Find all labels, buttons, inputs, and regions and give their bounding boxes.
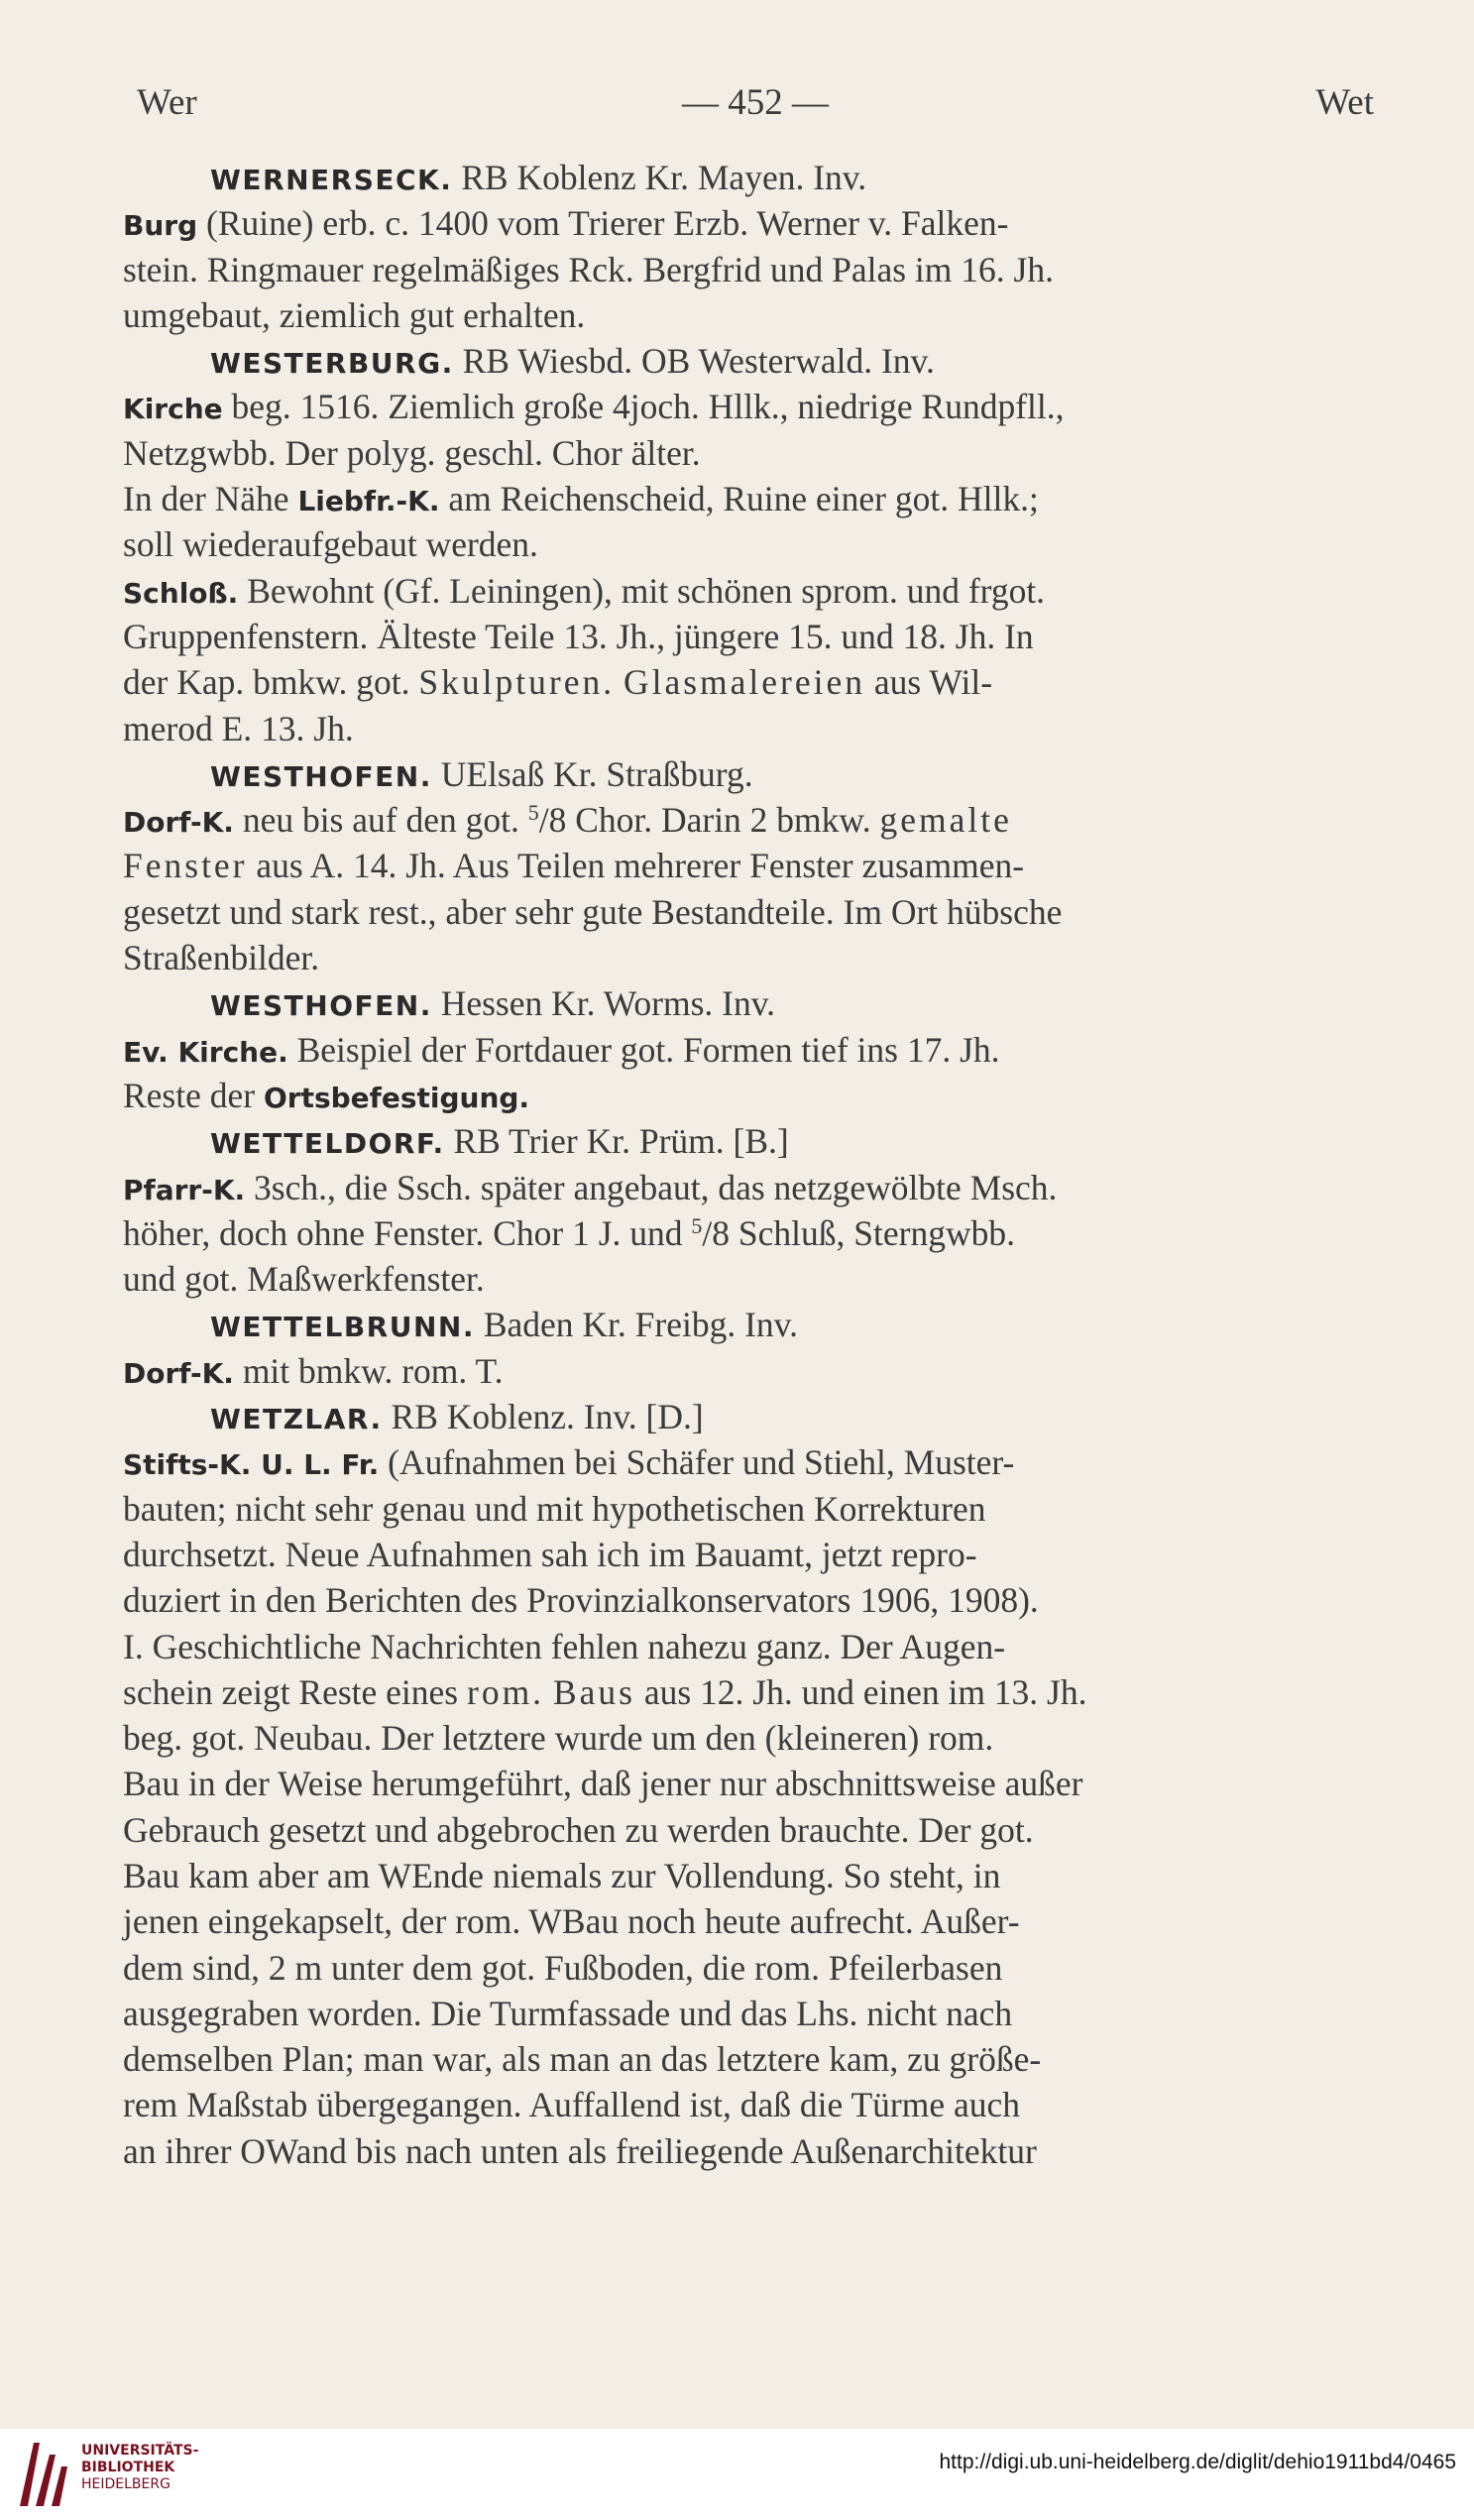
entry-heading-line bbox=[123, 1394, 1374, 1439]
text-span: aus 12. Jh. und einen im 13. Jh. bbox=[634, 1671, 1087, 1712]
permalink-url[interactable]: http://digi.ub.uni-heidelberg.de/diglit/dehio1911bd4/0465 bbox=[939, 2451, 1456, 2473]
text-line bbox=[123, 1669, 1374, 1715]
text-span: (Aufnahmen bei Schäfer und Stiehl, Muster- bbox=[379, 1442, 1015, 1483]
text-line bbox=[123, 1439, 1374, 1485]
text-line: Gruppenfenstern. Älteste Teile 13. Jh., jüngere 15. und 18. Jh. In bbox=[123, 616, 1034, 656]
text-span: (Ruine) erb. c. 1400 vom Trierer Erzb. Werner v. Falken- bbox=[197, 203, 1009, 244]
entry-heading-line bbox=[123, 980, 1374, 1026]
page-number: — 452 — bbox=[682, 82, 829, 123]
text-line bbox=[123, 843, 1374, 888]
library-logo-icon bbox=[14, 2437, 69, 2512]
text-span: mit bmkw. rom. T. bbox=[233, 1350, 504, 1391]
text-line bbox=[123, 476, 1374, 521]
entry-heading-line bbox=[123, 751, 1374, 797]
logo-line: UNIVERSITÄTS- bbox=[81, 2443, 199, 2459]
logo-line: BIBLIOTHEK bbox=[81, 2460, 175, 2475]
text-line: I. Geschichtliche Nachrichten fehlen nahezu ganz. Der Augen- bbox=[123, 1626, 1006, 1666]
spaced-term: Skulpturen. bbox=[418, 662, 616, 703]
text-span bbox=[544, 1672, 553, 1712]
text-span: neu bis auf den got. bbox=[233, 800, 528, 841]
text-line: durchsetzt. Neue Aufnahmen sah ich im Bauamt, jetzt repro- bbox=[123, 1534, 977, 1574]
text-span: beg. 1516. Ziemlich große 4joch. Hllk., niedrige Rundpfll., bbox=[222, 387, 1065, 427]
text-line: merod E. 13. Jh. bbox=[123, 708, 354, 748]
spaced-term: rom. bbox=[467, 1671, 545, 1712]
entry-heading: WETTELBRUNN. bbox=[210, 1311, 475, 1344]
logo-line: HEIDELBERG bbox=[81, 2476, 170, 2492]
text-span: In der Nähe bbox=[123, 479, 298, 519]
text-line bbox=[123, 797, 1374, 843]
building-term: Liebfr.-K. bbox=[297, 485, 440, 518]
entry-heading-line bbox=[123, 1302, 1374, 1347]
text-line: und got. Maßwerkfenster. bbox=[123, 1259, 485, 1300]
text-span: aus A. 14. Jh. Aus Teilen mehrerer Fenster zusammen- bbox=[247, 846, 1025, 886]
text-line bbox=[123, 1210, 1374, 1256]
spaced-term: Glasmalereien bbox=[623, 662, 865, 703]
text-line: dem sind, 2 m unter dem got. Fußboden, die rom. Pfeilerbasen bbox=[123, 1947, 1003, 1988]
entry-heading: WETZLAR. bbox=[210, 1403, 383, 1436]
text-span: schein zeigt Reste eines bbox=[123, 1671, 467, 1712]
header-right-catchword: Wet bbox=[1315, 82, 1374, 123]
entry-heading-line bbox=[123, 338, 1374, 384]
entry-heading: WETTELDORF. bbox=[210, 1127, 445, 1161]
entry-heading: WESTHOFEN. bbox=[210, 989, 432, 1023]
text-span: RB Trier Kr. Prüm. [B.] bbox=[444, 1121, 789, 1162]
text-line: rem Maßstab übergegangen. Auffallend ist, daß die Türme auch bbox=[123, 2085, 1020, 2125]
running-header bbox=[137, 81, 1374, 131]
text-line bbox=[123, 1165, 1374, 1210]
building-term: Dorf-K. bbox=[123, 1356, 234, 1390]
building-term: Dorf-K. bbox=[123, 806, 234, 840]
text-span: Bewohnt (Gf. Leiningen), mit schönen sprom. und frgot. bbox=[238, 570, 1046, 611]
spaced-term: Fenster bbox=[123, 846, 248, 886]
entry-heading: WERNERSECK. bbox=[210, 164, 453, 196]
text-line: demselben Plan; man war, als man an das letztere kam, zu größe- bbox=[123, 2039, 1042, 2080]
library-logo-text bbox=[81, 2443, 198, 2493]
text-line: Netzgwbb. Der polyg. geschl. Chor älter. bbox=[123, 432, 701, 473]
text-line: umgebaut, ziemlich gut erhalten. bbox=[123, 294, 586, 335]
text-line: gesetzt und stark rest., aber sehr gute Bestandteile. Im Ort hübsche bbox=[123, 891, 1063, 932]
building-term: Pfarr-K. bbox=[123, 1173, 246, 1206]
text-line: Straßenbilder. bbox=[123, 938, 320, 978]
text-line: soll wiederaufgebaut werden. bbox=[123, 524, 538, 565]
entry-heading-line bbox=[123, 155, 1374, 200]
fraction-numerator: 5 bbox=[527, 800, 539, 826]
text-line bbox=[123, 1027, 1374, 1073]
text-line: an ihrer OWand bis nach unten als freiliegende Außenarchitektur bbox=[123, 2130, 1037, 2171]
text-line: bauten; nicht sehr genau und mit hypothetischen Korrekturen bbox=[123, 1488, 986, 1529]
text-span: der Kap. bmkw. got. bbox=[123, 662, 419, 703]
text-line: Gebrauch gesetzt und abgebrochen zu werden brauchte. Der got. bbox=[123, 1809, 1034, 1850]
text-line: stein. Ringmauer regelmäßiges Rck. Bergfrid und Palas im 16. Jh. bbox=[123, 249, 1054, 289]
page-body bbox=[123, 155, 1374, 2174]
building-term: Stifts-K. U. L. Fr. bbox=[123, 1448, 380, 1482]
entry-heading: WESTERBURG. bbox=[210, 347, 454, 381]
text-span: Beispiel der Fortdauer got. Formen tief ins 17. Jh. bbox=[287, 1029, 1000, 1070]
text-span: Baden Kr. Freibg. Inv. bbox=[474, 1305, 798, 1345]
text-span: aus Wil- bbox=[864, 662, 993, 703]
fraction-numerator: 5 bbox=[691, 1212, 703, 1238]
building-term: Ortsbefestigung. bbox=[263, 1081, 530, 1114]
text-line bbox=[123, 568, 1374, 614]
text-span: 3sch., die Ssch. später angebaut, das netzgewölbte Msch. bbox=[245, 1167, 1058, 1207]
building-term: Ev. Kirche. bbox=[123, 1035, 288, 1069]
text-line: ausgegraben worden. Die Turmfassade und das Lhs. nicht nach bbox=[123, 1993, 1013, 2033]
text-span: /8 Chor. Darin 2 bmkw. bbox=[538, 800, 880, 841]
text-line bbox=[123, 384, 1374, 429]
text-line bbox=[123, 1073, 1374, 1118]
text-line: duziert in den Berichten des Provinzialkonservators 1906, 1908). bbox=[123, 1580, 1039, 1621]
entry-heading-line bbox=[123, 1118, 1374, 1164]
text-line: Bau in der Weise herumgeführt, daß jener nur abschnittsweise außer bbox=[123, 1764, 1083, 1804]
text-line: jenen eingekapselt, der rom. WBau noch heute aufrecht. Außer- bbox=[123, 1901, 1020, 1942]
text-span: am Reichenscheid, Ruine einer got. Hllk.; bbox=[439, 479, 1039, 519]
spaced-term: Baus bbox=[552, 1671, 635, 1712]
building-term: Burg bbox=[123, 209, 198, 243]
text-line bbox=[123, 659, 1374, 705]
text-span: Reste der bbox=[123, 1075, 264, 1115]
text-line bbox=[123, 200, 1374, 246]
entry-heading: WESTHOFEN. bbox=[210, 759, 432, 793]
text-line bbox=[123, 1348, 1374, 1394]
text-line: beg. got. Neubau. Der letztere wurde um den (kleineren) rom. bbox=[123, 1718, 994, 1759]
building-term: Schloß. bbox=[123, 576, 239, 610]
spaced-term: gemalte bbox=[879, 800, 1012, 841]
text-span: Hessen Kr. Worms. Inv. bbox=[431, 983, 776, 1024]
header-left-catchword: Wer bbox=[137, 82, 197, 123]
text-span: /8 Schluß, Sterngwbb. bbox=[702, 1212, 1015, 1253]
text-span: RB Koblenz Kr. Mayen. Inv. bbox=[452, 158, 867, 197]
building-term: Kirche bbox=[123, 393, 223, 426]
text-line: Bau kam aber am WEnde niemals zur Vollendung. So steht, in bbox=[123, 1855, 1001, 1895]
text-span bbox=[615, 662, 624, 702]
text-span: UElsaß Kr. Straßburg. bbox=[431, 753, 753, 794]
text-span: höher, doch ohne Fenster. Chor 1 J. und bbox=[123, 1212, 692, 1253]
text-span: RB Wiesbd. OB Westerwald. Inv. bbox=[453, 341, 935, 382]
text-span: RB Koblenz. Inv. [D.] bbox=[382, 1397, 704, 1437]
viewer-footer bbox=[0, 2429, 1474, 2520]
